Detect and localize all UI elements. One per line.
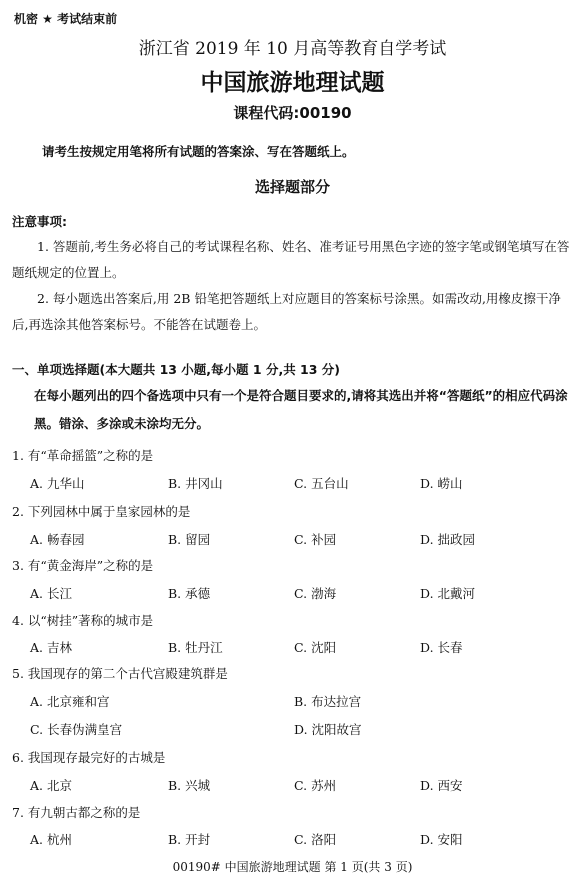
option: D. 崂山 (420, 476, 463, 491)
option: C. 长春伪满皇宫 (30, 722, 123, 737)
option: C. 补园 (294, 532, 337, 547)
option: B. 兴城 (168, 778, 211, 793)
option: C. 苏州 (294, 778, 337, 793)
page-footer: 00190# 中国旅游地理试题 第 1 页(共 3 页) (172, 860, 413, 874)
option: B. 承德 (168, 586, 211, 601)
question-stem: 3. 有“黄金海岸”之称的是 (12, 558, 154, 573)
option: D. 长春 (420, 640, 463, 655)
option: A. 九华山 (30, 476, 85, 491)
answer-instruction: 请考生按规定用笔将所有试题的答案涂、写在答题纸上。 (42, 144, 355, 159)
exam-title: 中国旅游地理试题 (200, 70, 385, 96)
option: C. 洛阳 (294, 832, 337, 847)
question-stem: 6. 我国现存最完好的古城是 (12, 750, 166, 765)
option: D. 北戴河 (420, 586, 476, 601)
option: D. 安阳 (420, 832, 463, 847)
question-stem: 1. 有“革命摇篮”之称的是 (12, 448, 154, 463)
option: A. 北京 (30, 778, 72, 793)
option: B. 留园 (168, 532, 211, 547)
option: B. 牡丹江 (168, 640, 223, 655)
option: D. 拙政园 (420, 532, 476, 547)
exam-name: 浙江省 2019 年 10 月高等教育自学考试 (138, 39, 447, 59)
option: C. 渤海 (294, 586, 337, 601)
part-description: 在每小题列出的四个备选项中只有一个是符合题目要求的,请将其选出并将“答题纸”的相应代码涂黑。错涂、多涂或未涂均无分。 (34, 388, 568, 431)
option: A. 杭州 (30, 832, 72, 847)
option: A. 北京雍和宫 (30, 694, 110, 709)
option: A. 吉林 (30, 640, 72, 655)
question-stem: 4. 以“树挂”著称的城市是 (12, 613, 154, 628)
option: C. 沈阳 (294, 640, 337, 655)
notice-item: 1. 答题前,考生务必将自己的考试课程名称、姓名、准考证号用黑色字迹的签字笔或钢笔填写在答题纸规定的位置上。 (12, 239, 570, 280)
course-code: 课程代码:00190 (233, 104, 352, 122)
option: B. 开封 (168, 832, 211, 847)
notice-item: 2. 每小题选出答案后,用 2B 铅笔把答题纸上对应题目的答案标号涂黑。如需改动,用橡皮擦干净后,再选涂其他答案标号。不能答在试题卷上。 (12, 291, 561, 332)
option: D. 沈阳故宫 (294, 722, 362, 737)
option: D. 西安 (420, 778, 463, 793)
question-stem: 5. 我国现存的第二个古代宫殿建筑群是 (12, 666, 228, 681)
option: A. 畅春园 (30, 532, 85, 547)
question-stem: 2. 下列园林中属于皇家园林的是 (12, 504, 191, 519)
secret-label: 机密 ★ 考试结束前 (14, 12, 118, 26)
option: B. 井冈山 (168, 476, 223, 491)
section-title: 选择题部分 (254, 178, 330, 196)
question-stem: 7. 有九朝古都之称的是 (12, 805, 141, 820)
option: A. 长江 (30, 586, 72, 601)
option: B. 布达拉宫 (294, 694, 362, 709)
notice-title: 注意事项: (12, 214, 67, 229)
option: C. 五台山 (294, 476, 349, 491)
part-title: 一、单项选择题(本大题共 13 小题,每小题 1 分,共 13 分) (12, 362, 341, 377)
